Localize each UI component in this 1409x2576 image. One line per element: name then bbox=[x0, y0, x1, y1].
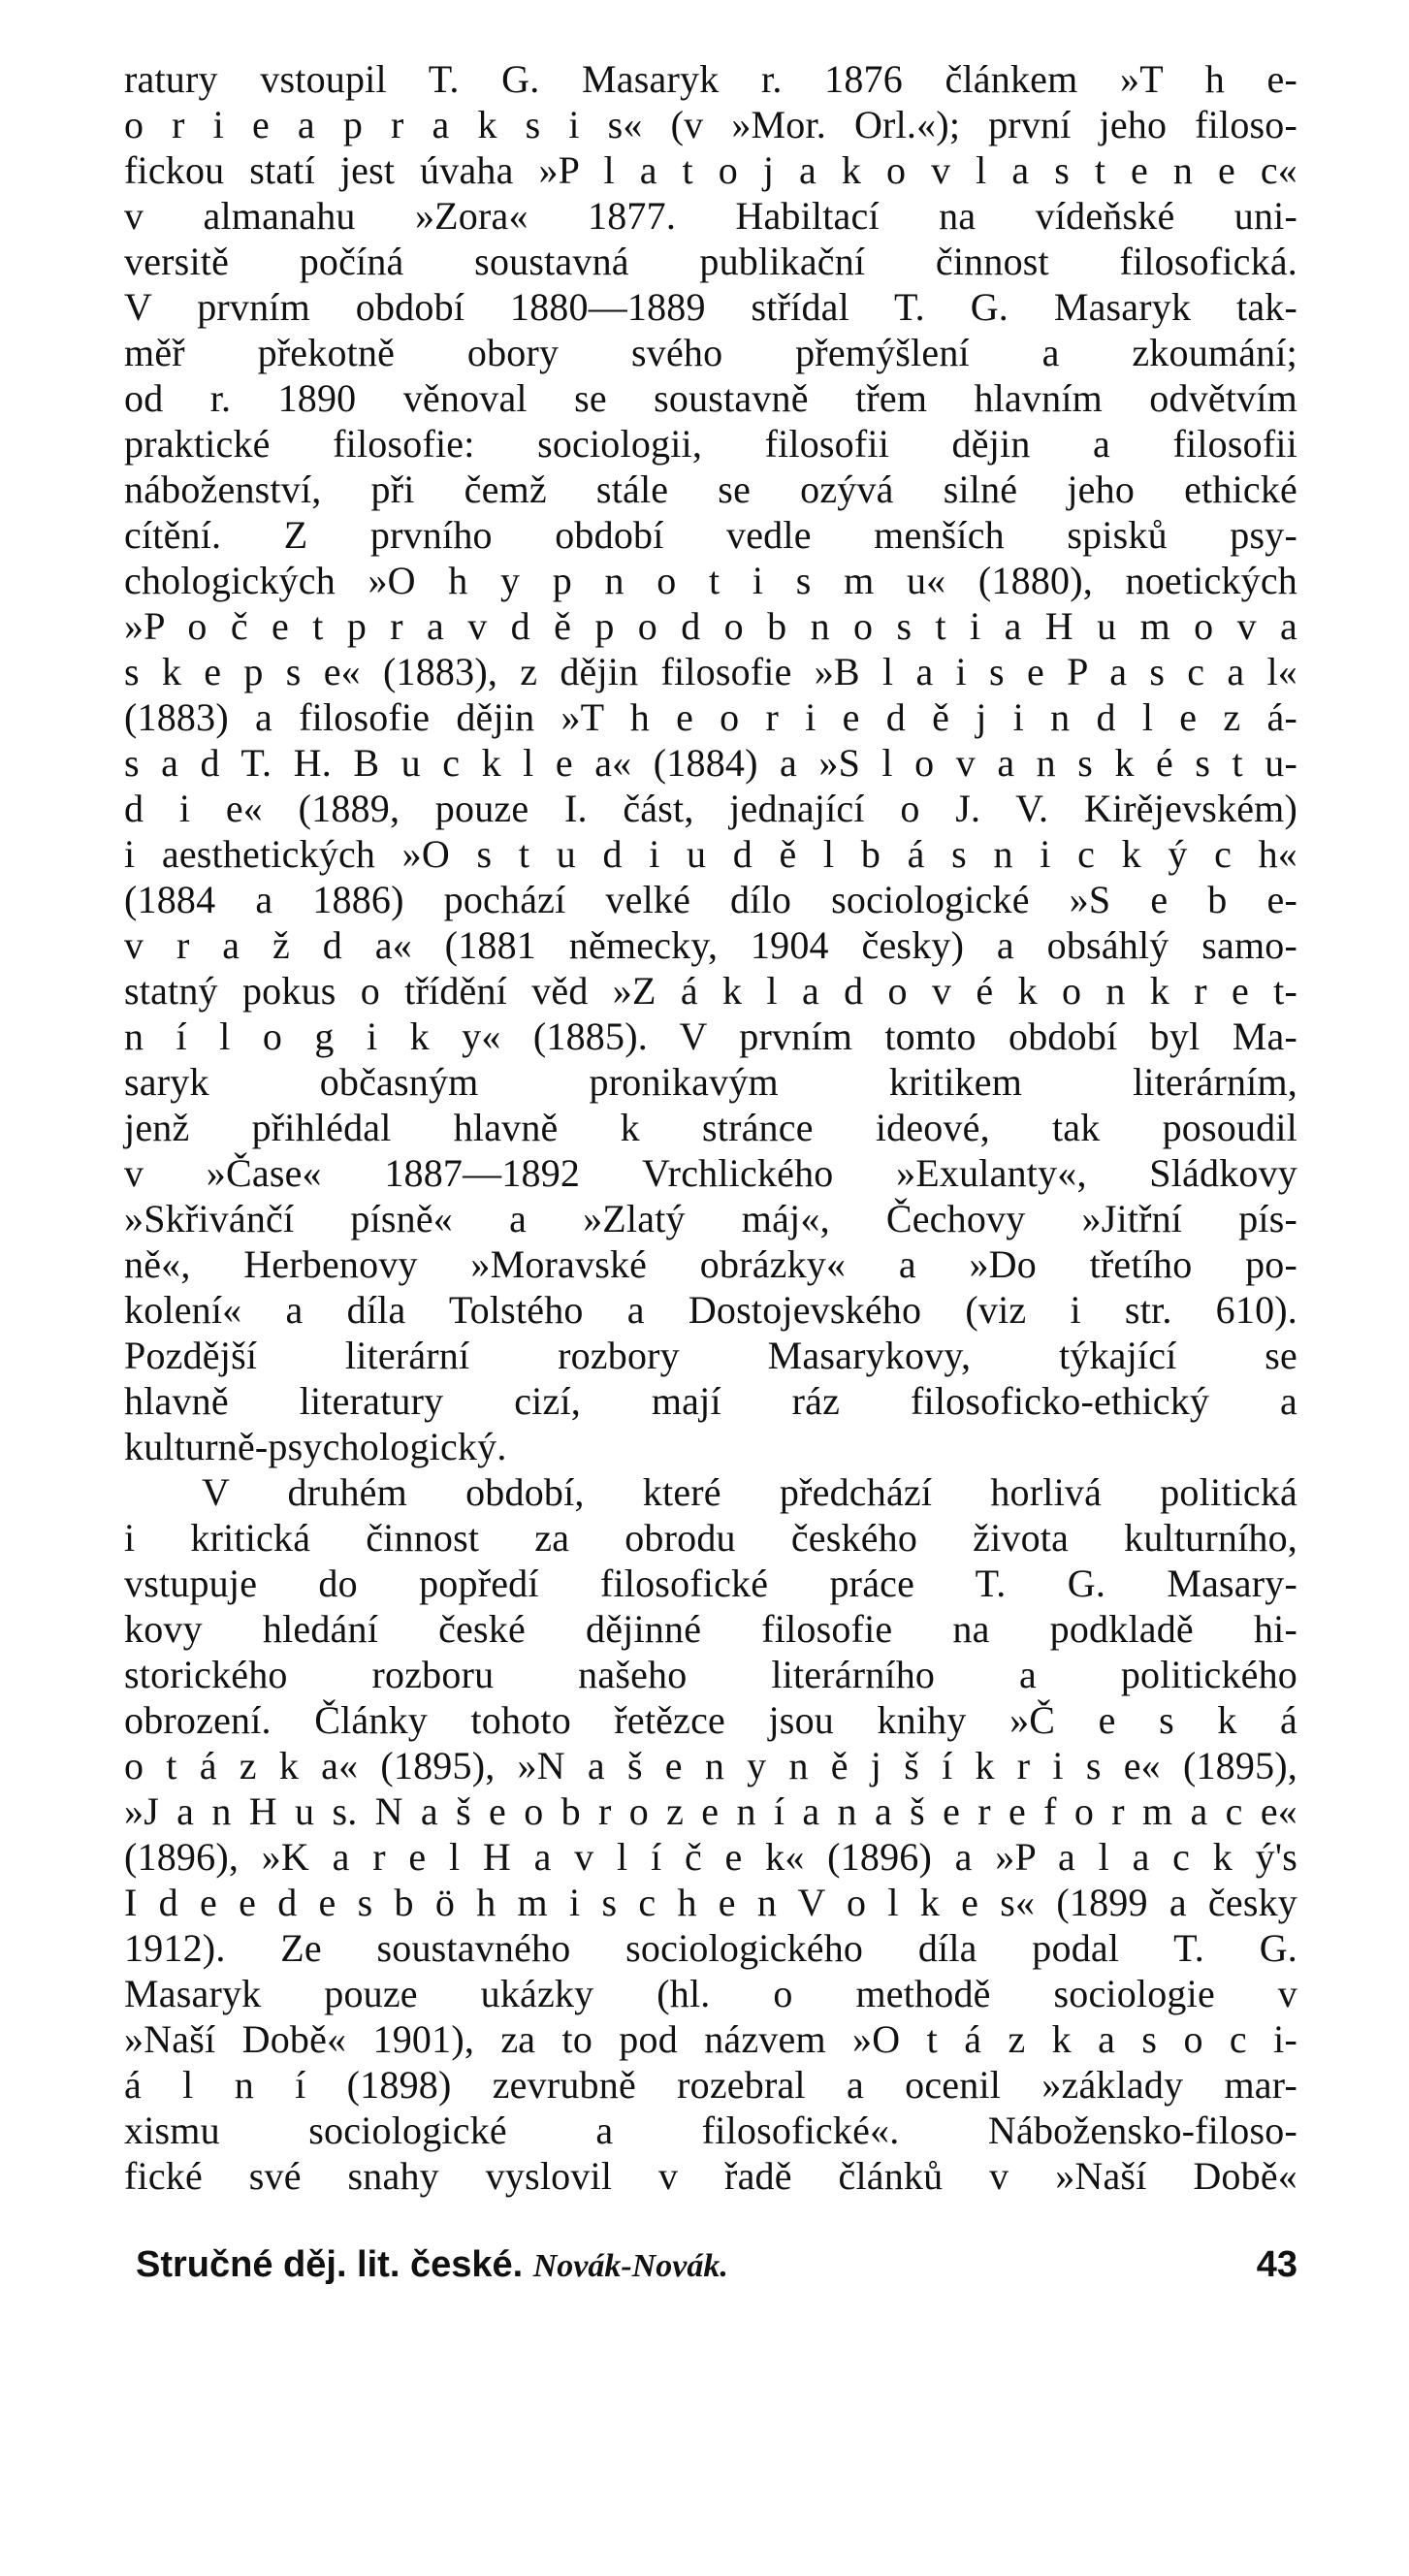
text-line: Pozdější literární rozbory Masarykovy, týkající se bbox=[124, 1334, 1297, 1377]
text-line: i kritická činnost za obrodu českého života kulturního, bbox=[124, 1516, 1297, 1560]
text-line: ně«, Herbenovy »Moravské obrázky« a »Do třetího po- bbox=[124, 1242, 1297, 1286]
text-line: kolení« a díla Tolstého a Dostojevského (viz i str. 610). bbox=[124, 1288, 1297, 1332]
text-line: obrození. Články tohoto řetězce jsou knihy »Č e s k á bbox=[124, 1698, 1297, 1742]
text-line: chologických »O h y p n o t i s m u« (1880), noetických bbox=[124, 559, 1297, 602]
text-line: saryk občasným pronikavým kritikem literárním, bbox=[124, 1060, 1297, 1104]
text-line: o r i e a p r a k s i s« (v »Mor. Orl.«); první jeho filoso- bbox=[124, 103, 1297, 146]
text-line: V prvním období 1880—1889 střídal T. G. Masaryk tak- bbox=[124, 285, 1297, 329]
text-line: fickou statí jest úvaha »P l a t o j a k o v l a s t e n e c« bbox=[124, 148, 1297, 192]
text-line: s a d T. H. B u c k l e a« (1884) a »S l o v a n s k é s t u- bbox=[124, 741, 1297, 785]
text-line: kulturně-psychologický. bbox=[124, 1425, 507, 1468]
text-line: kovy hledání české dějinné filosofie na podkladě hi- bbox=[124, 1607, 1297, 1651]
text-line: n í l o g i k y« (1885). V prvním tomto období byl Ma- bbox=[124, 1014, 1297, 1058]
text-line: versitě počíná soustavná publikační činnost filosofická. bbox=[124, 240, 1297, 283]
page-body bbox=[124, 56, 1297, 2199]
text-line: xismu sociologické a filosofické«. Nábožensko-filoso- bbox=[124, 2109, 1297, 2152]
text-line: cítění. Z prvního období vedle menších spisků psy- bbox=[124, 513, 1297, 557]
text-line: hlavně literatury cizí, mají ráz filosoficko-ethický a bbox=[124, 1379, 1297, 1423]
text-line: Masaryk pouze ukázky (hl. o methodě sociologie v bbox=[124, 1972, 1297, 2015]
text-line: »Skřivánčí písně« a »Zlatý máj«, Čechovy »Jitřní pís- bbox=[124, 1197, 1297, 1240]
text-line: »P o č e t p r a v d ě p o d o b n o s t i a H u m o v a bbox=[124, 604, 1297, 648]
text-line: V druhém období, které předchází horlivá politická bbox=[202, 1470, 1297, 1514]
text-line: od r. 1890 věnoval se soustavně třem hlavním odvětvím bbox=[124, 376, 1297, 420]
text-line: v r a ž d a« (1881 německy, 1904 česky) a obsáhlý samo- bbox=[124, 923, 1297, 967]
text-line: jenž přihlédal hlavně k stránce ideové, tak posoudil bbox=[124, 1106, 1297, 1149]
book-title: Stručné děj. lit. české. bbox=[136, 2244, 524, 2285]
book-authors: Novák-Novák. bbox=[532, 2248, 728, 2284]
text-line: (1884 a 1886) pochází velké dílo sociologické »S e b e- bbox=[124, 878, 1297, 921]
book-signature bbox=[136, 2236, 728, 2296]
text-line: i aesthetických »O s t u d i u d ě l b á s n i c k ý c h« bbox=[124, 832, 1297, 876]
text-line: »Naší Době« 1901), za to pod názvem »O t á z k a s o c i- bbox=[124, 2017, 1297, 2061]
text-line: d i e« (1889, pouze I. část, jednající o J. V. Kirějevském) bbox=[124, 787, 1297, 830]
text-line: o t á z k a« (1895), »N a š e n y n ě j š í k r i s e« (1895), bbox=[124, 1744, 1297, 1787]
text-line: v almanahu »Zora« 1877. Habiltací na vídeňské uni- bbox=[124, 194, 1297, 238]
text-line: storického rozboru našeho literárního a politického bbox=[124, 1653, 1297, 1696]
text-line: (1883) a filosofie dějin »T h e o r i e d ě j i n d l e z á- bbox=[124, 695, 1297, 739]
text-line: statný pokus o třídění věd »Z á k l a d o v é k o n k r e t- bbox=[124, 969, 1297, 1013]
text-line: á l n í (1898) zevrubně rozebral a ocenil »základy mar- bbox=[124, 2063, 1297, 2107]
text-line: s k e p s e« (1883), z dějin filosofie »B l a i s e P a s c a l« bbox=[124, 650, 1297, 693]
text-line: fické své snahy vyslovil v řadě článků v »Naší Době« bbox=[124, 2154, 1297, 2198]
text-line: »J a n H u s. N a š e o b r o z e n í a n a š e r e f o r m a c e« bbox=[124, 1789, 1297, 1833]
text-line: I d e e d e s b ö h m i s c h e n V o l k e s« (1899 a česky bbox=[124, 1881, 1297, 1924]
text-line: vstupuje do popředí filosofické práce T. G. Masary- bbox=[124, 1562, 1297, 1605]
text-line: ratury vstoupil T. G. Masaryk r. 1876 článkem »T h e- bbox=[124, 57, 1297, 101]
text-line: náboženství, při čemž stále se ozývá silné jeho ethické bbox=[124, 467, 1297, 511]
text-line: v »Čase« 1887—1892 Vrchlického »Exulanty«, Sládkovy bbox=[124, 1151, 1297, 1195]
page-number: 43 bbox=[1256, 2244, 1297, 2285]
text-line: měř překotně obory svého přemýšlení a zkoumání; bbox=[124, 331, 1297, 374]
page-footer bbox=[136, 2236, 1297, 2294]
text-line: praktické filosofie: sociologii, filosofii dějin a filosofii bbox=[124, 422, 1297, 466]
text-line: (1896), »K a r e l H a v l í č e k« (1896) a »P a l a c k ý's bbox=[124, 1835, 1297, 1879]
text-line: 1912). Ze soustavného sociologického díla podal T. G. bbox=[124, 1926, 1297, 1970]
